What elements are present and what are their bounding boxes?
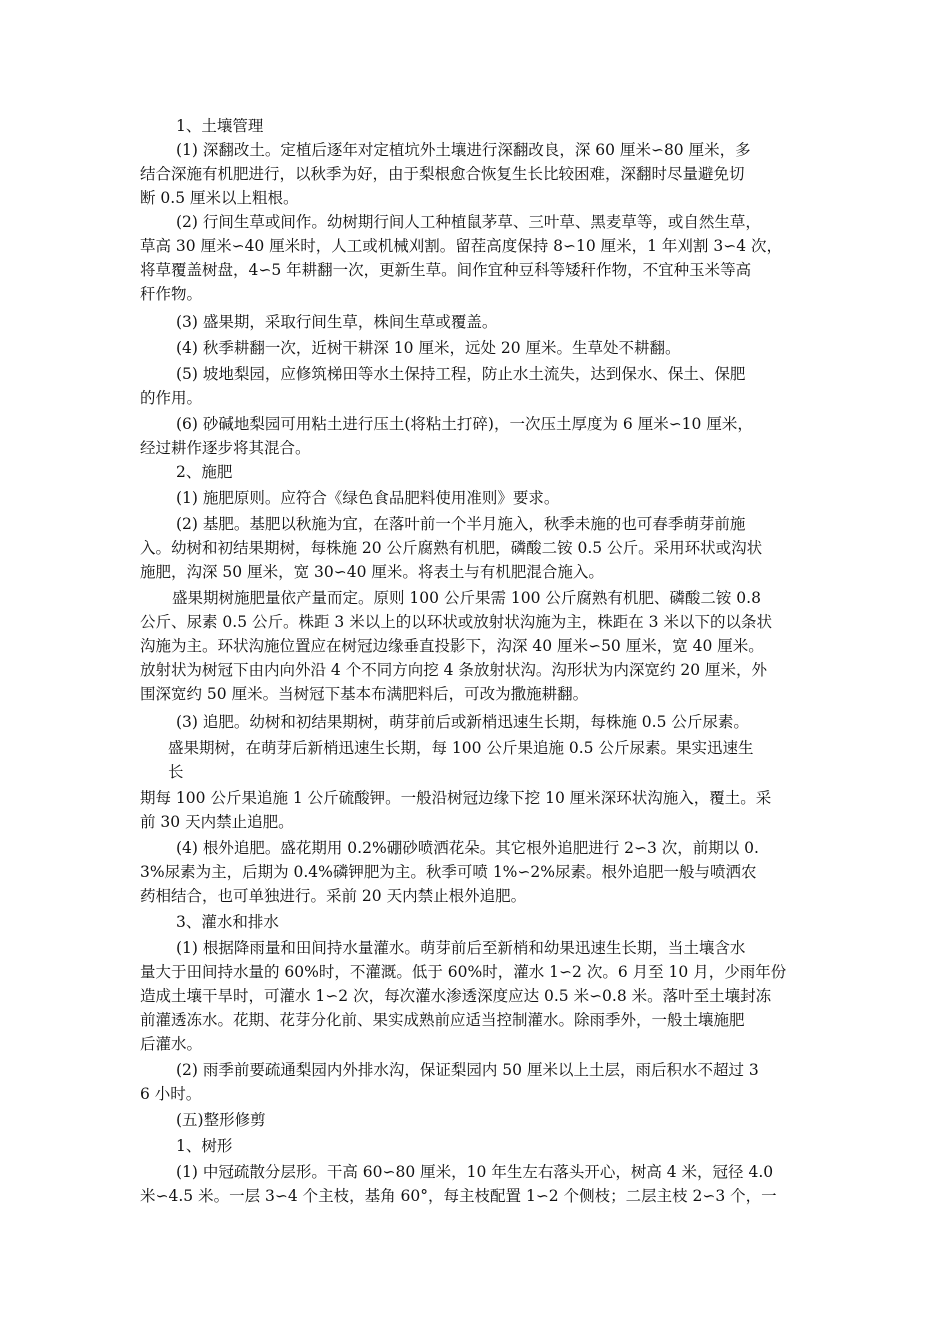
paragraph-line: 后灌水。 <box>140 1035 203 1053</box>
paragraph-line: (1) 深翻改土。定植后逐年对定植坑外土壤进行深翻改良，深 60 厘米∽80 厘米，多 <box>176 141 751 159</box>
paragraph-line: 量大于田间持水量的 60%时，不灌溉。低于 60%时，灌水 1∽2 次。6 月至 10 月，少雨年份 <box>140 963 787 981</box>
paragraph-line: 的作用。 <box>140 389 203 407</box>
paragraph-line: 草高 30 厘米∽40 厘米时，人工或机械刈割。留茬高度保持 8∽10 厘米，1 年刈割 3∽4 次， <box>140 237 782 255</box>
section-heading-fertilizer: 2、施肥 <box>176 463 233 481</box>
section-heading-tree-shape: 1、树形 <box>176 1137 233 1155</box>
paragraph-line: (2) 行间生草或间作。幼树期行间人工种植鼠茅草、三叶草、黑麦草等，或自然生草， <box>176 213 761 231</box>
paragraph-line: 6 小时。 <box>140 1085 202 1103</box>
paragraph-line: 将草覆盖树盘，4∽5 年耕翻一次，更新生草。间作宜种豆科等矮秆作物，不宜种玉米等高 <box>140 261 752 279</box>
paragraph-line: (1) 中冠疏散分层形。干高 60∽80 厘米，10 年生左右落头开心，树高 4 米，冠径 4.0 <box>176 1163 774 1181</box>
paragraph-line: 期每 100 公斤果追施 1 公斤硫酸钾。一般沿树冠边缘下挖 10 厘米深环状沟施入，覆土。采 <box>140 789 772 807</box>
paragraph-line: (2) 雨季前要疏通梨园内外排水沟，保证梨园内 50 厘米以上土层，雨后积水不超过 3 <box>176 1061 759 1079</box>
paragraph-line: (1) 施肥原则。应符合《绿色食品肥料使用准则》要求。 <box>176 489 560 507</box>
paragraph-line: 放射状为树冠下由内向外沿 4 个不同方向挖 4 条放射状沟。沟形状为内深宽约 20 厘米，外 <box>140 661 768 679</box>
section-heading-irrigation: 3、灌水和排水 <box>176 913 279 931</box>
paragraph-line: 3%尿素为主，后期为 0.4%磷钾肥为主。秋季可喷 1%∽2%尿素。根外追肥一般与喷洒农 <box>140 863 757 881</box>
paragraph-line: (1) 根据降雨量和田间持水量灌水。萌芽前后至新梢和幼果迅速生长期，当土壤含水 <box>176 939 746 957</box>
paragraph-line: 药相结合，也可单独进行。采前 20 天内禁止根外追肥。 <box>140 887 527 905</box>
paragraph-line: 长 <box>168 763 184 781</box>
paragraph-line: 沟施为主。环状沟施位置应在树冠边缘垂直投影下，沟深 40 厘米∽50 厘米，宽 40 厘米。 <box>140 637 764 655</box>
paragraph-line: 经过耕作逐步将其混合。 <box>140 439 311 457</box>
paragraph-line: 公斤、尿素 0.5 公斤。株距 3 米以上的以环状或放射状沟施为主，株距在 3 米以下的以条状 <box>140 613 772 631</box>
paragraph-line: 入。幼树和初结果期树，每株施 20 公斤腐熟有机肥，磷酸二铵 0.5 公斤。采用环状或沟状 <box>140 539 763 557</box>
paragraph-line: (5) 坡地梨园，应修筑梯田等水土保持工程，防止水土流失，达到保水、保土、保肥 <box>176 365 746 383</box>
section-heading-soil: 1、土壤管理 <box>176 117 264 135</box>
paragraph-line: 前灌透冻水。花期、花芽分化前、果实成熟前应适当控制灌水。除雨季外，一般土壤施肥 <box>140 1011 745 1029</box>
paragraph-line: 前 30 天内禁止追肥。 <box>140 813 294 831</box>
paragraph-line: 秆作物。 <box>140 285 203 303</box>
paragraph-line: (6) 砂碱地梨园可用粘土进行压土(将粘土打碎)，一次压土厚度为 6 厘米∽10 厘米， <box>176 415 753 433</box>
paragraph-line: (2) 基肥。基肥以秋施为宜，在落叶前一个半月施入，秋季未施的也可春季萌芽前施 <box>176 515 746 533</box>
paragraph-line: (4) 秋季耕翻一次，近树干耕深 10 厘米，远处 20 厘米。生草处不耕翻。 <box>176 339 681 357</box>
paragraph-line: 米∽4.5 米。一层 3∽4 个主枝，基角 60°，每主枝配置 1∽2 个侧枝；二层主枝 2∽3 个，一 <box>140 1187 777 1205</box>
paragraph-line: 断 0.5 厘米以上粗根。 <box>140 189 299 207</box>
paragraph-line: (3) 盛果期，采取行间生草，株间生草或覆盖。 <box>176 313 498 331</box>
paragraph-line: 盛果期树施肥量依产量而定。原则 100 公斤果需 100 公斤腐熟有机肥、磷酸二铵 0.8 <box>172 589 761 607</box>
paragraph-line: 结合深施有机肥进行，以秋季为好，由于梨根愈合恢复生长比较困难，深翻时尽量避免切 <box>140 165 745 183</box>
paragraph-line: 施肥，沟深 50 厘米，宽 30∽40 厘米。将表土与有机肥混合施入。 <box>140 563 604 581</box>
section-heading-pruning: (五)整形修剪 <box>176 1111 266 1129</box>
paragraph-line: 盛果期树，在萌芽后新梢迅速生长期，每 100 公斤果追施 0.5 公斤尿素。果实迅速生 <box>168 739 754 757</box>
paragraph-line: 围深宽约 50 厘米。当树冠下基本布满肥料后，可改为撒施耕翻。 <box>140 685 589 703</box>
paragraph-line: 造成土壤干旱时，可灌水 1∽2 次，每次灌水渗透深度应达 0.5 米∽0.8 米。落叶至土壤封冻 <box>140 987 772 1005</box>
paragraph-line: (4) 根外追肥。盛花期用 0.2%硼砂喷洒花朵。其它根外追肥进行 2∽3 次，前期以 0. <box>176 839 759 857</box>
paragraph-line: (3) 追肥。幼树和初结果期树，萌芽前后或新梢迅速生长期，每株施 0.5 公斤尿素。 <box>176 713 749 731</box>
